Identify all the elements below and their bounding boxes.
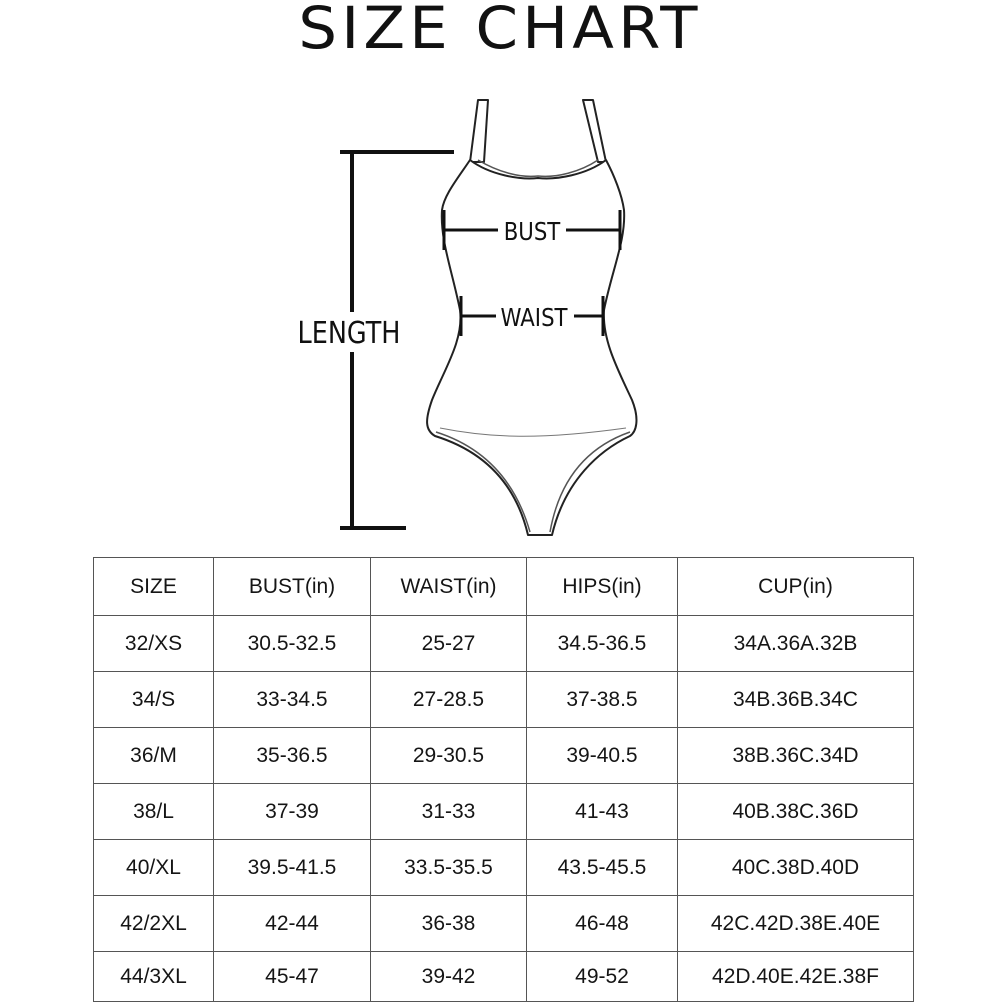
page-title: SIZE CHART <box>298 0 702 62</box>
table-row <box>94 840 914 896</box>
cell-hips: 37-38.5 <box>527 672 678 728</box>
cell-bust: 33-34.5 <box>214 672 371 728</box>
cell-hips: 49-52 <box>527 952 678 1002</box>
cell-size: 36/M <box>94 728 214 784</box>
table-row <box>94 672 914 728</box>
bust-label: BUST <box>503 217 561 247</box>
cell-size: 38/L <box>94 784 214 840</box>
cell-waist: 36-38 <box>371 896 527 952</box>
cell-bust: 42-44 <box>214 896 371 952</box>
cell-bust: 45-47 <box>214 952 371 1002</box>
table-row <box>94 896 914 952</box>
cell-bust: 39.5-41.5 <box>214 840 371 896</box>
header-bust: BUST(in) <box>214 558 371 616</box>
cell-size: 42/2XL <box>94 896 214 952</box>
cell-waist: 25-27 <box>371 616 527 672</box>
table-row <box>94 616 914 672</box>
header-cup: CUP(in) <box>678 558 914 616</box>
cell-cup: 42D.40E.42E.38F <box>678 952 914 1002</box>
cell-hips: 39-40.5 <box>527 728 678 784</box>
cell-cup: 40C.38D.40D <box>678 840 914 896</box>
cell-waist: 33.5-35.5 <box>371 840 527 896</box>
header-size: SIZE <box>94 558 214 616</box>
cell-waist: 27-28.5 <box>371 672 527 728</box>
length-label: LENGTH <box>297 314 401 351</box>
cell-hips: 34.5-36.5 <box>527 616 678 672</box>
table-header-row <box>94 558 914 616</box>
cell-cup: 40B.38C.36D <box>678 784 914 840</box>
table-row <box>94 728 914 784</box>
header-hips: HIPS(in) <box>527 558 678 616</box>
cell-waist: 39-42 <box>371 952 527 1002</box>
table-row <box>94 952 914 1002</box>
cell-cup: 34A.36A.32B <box>678 616 914 672</box>
cell-size: 32/XS <box>94 616 214 672</box>
header-waist: WAIST(in) <box>371 558 527 616</box>
cell-size: 34/S <box>94 672 214 728</box>
cell-hips: 46-48 <box>527 896 678 952</box>
cell-cup: 34B.36B.34C <box>678 672 914 728</box>
cell-size: 44/3XL <box>94 952 214 1002</box>
cell-bust: 37-39 <box>214 784 371 840</box>
cell-waist: 31-33 <box>371 784 527 840</box>
cell-hips: 41-43 <box>527 784 678 840</box>
size-table <box>93 557 914 1002</box>
cell-size: 40/XL <box>94 840 214 896</box>
cell-bust: 30.5-32.5 <box>214 616 371 672</box>
cell-cup: 42C.42D.38E.40E <box>678 896 914 952</box>
cell-hips: 43.5-45.5 <box>527 840 678 896</box>
cell-waist: 29-30.5 <box>371 728 527 784</box>
cell-bust: 35-36.5 <box>214 728 371 784</box>
table-row <box>94 784 914 840</box>
cell-cup: 38B.36C.34D <box>678 728 914 784</box>
waist-label: WAIST <box>500 303 568 333</box>
